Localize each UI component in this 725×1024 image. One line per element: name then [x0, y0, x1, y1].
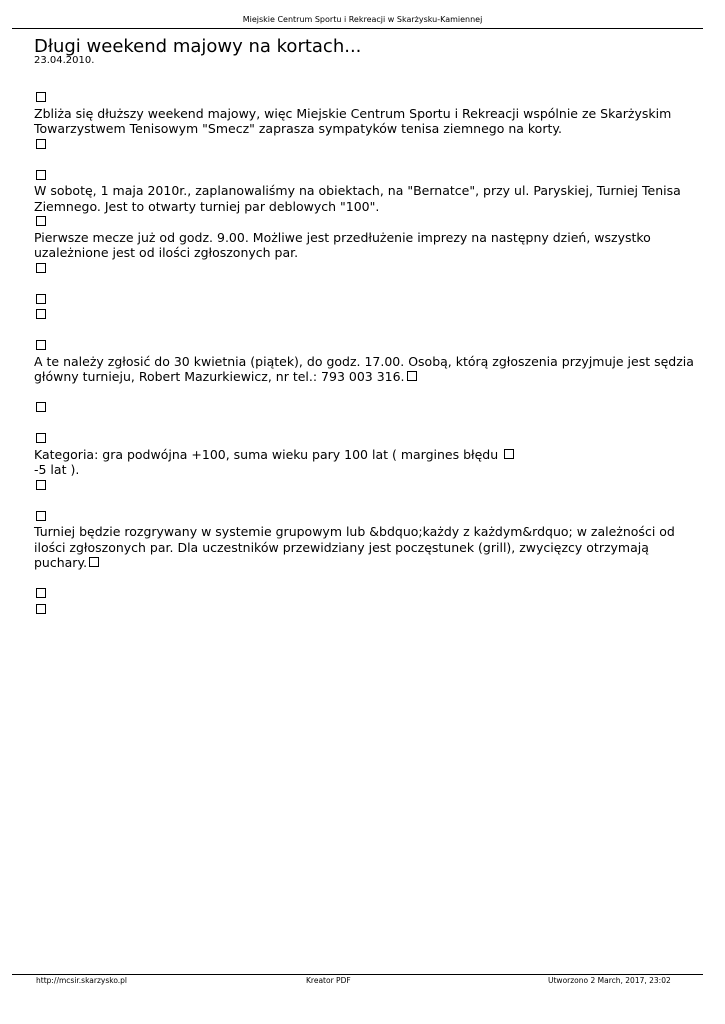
missing-glyph-icon — [36, 139, 46, 149]
paragraph-intro: Zbliża się dłuższy weekend majowy, więc Miejskie Centrum Sportu i Rekreacji wspólnie ze Skarżyskim Towarzystwem Tenisowym "Smecz" zaprasza sympatyków tenisa ziemnego na korty. — [34, 105, 672, 136]
missing-glyph-icon — [504, 449, 514, 459]
missing-glyph-icon — [407, 371, 417, 381]
missing-glyph-icon — [89, 557, 99, 567]
missing-glyph-icon — [36, 402, 46, 412]
article-title: Długi weekend majowy na kortach... — [34, 36, 362, 57]
footer-generator: Kreator PDF — [306, 976, 351, 985]
registration-text: A te należy zgłosić do 30 kwietnia (piątek), do godz. 17.00. Osobą, którą zgłoszenia przyjmuje jest sędzia główny turnieju, Robert Mazurkiewicz, nr tel.: 793 003 316. — [34, 353, 694, 384]
missing-glyph-icon — [36, 604, 46, 614]
footer-divider — [12, 974, 703, 975]
missing-glyph-icon — [36, 309, 46, 319]
missing-glyph-icon — [36, 294, 46, 304]
missing-glyph-icon — [36, 216, 46, 226]
missing-glyph-icon — [36, 480, 46, 490]
missing-glyph-icon — [36, 588, 46, 598]
site-header: Miejskie Centrum Sportu i Rekreacji w Skarżysku-Kamiennej — [242, 15, 483, 24]
article-date: 23.04.2010. — [34, 55, 95, 66]
missing-glyph-icon — [36, 340, 46, 350]
missing-glyph-icon — [36, 170, 46, 180]
missing-glyph-icon — [36, 433, 46, 443]
paragraph-registration — [34, 354, 694, 385]
missing-glyph-icon — [36, 263, 46, 273]
format-text: Turniej będzie rozgrywany w systemie grupowym lub &bdquo;każdy z każdym&rdquo; w zależności od ilości zgłoszonych par. Dla uczestników przewidziany jest poczęstunek (grill), zwycięzcy otrzymają puchary. — [34, 524, 675, 570]
footer-url: http://mcsir.skarzysko.pl — [36, 976, 128, 985]
missing-glyph-icon — [36, 92, 46, 102]
footer-created: Utworzono 2 March, 2017, 23:02 — [548, 976, 671, 985]
paragraph-tournament: W sobotę, 1 maja 2010r., zaplanowaliśmy na obiektach, na "Bernatce", przy ul. Paryskiej, Turniej Tenisa Ziemnego. Jest to otwarty turniej par deblowych "100". — [34, 183, 681, 214]
article-body — [34, 90, 694, 617]
category-text: Kategoria: gra podwójna +100, suma wieku pary 100 lat ( margines błędu — [34, 446, 499, 462]
paragraph-schedule: Pierwsze mecze już od godz. 9.00. Możliwe jest przedłużenie imprezy na następny dzień, wszystko uzależnione jest od ilości zgłoszonych par. — [34, 229, 651, 260]
category-margin: -5 lat ). — [34, 462, 80, 477]
missing-glyph-icon — [36, 511, 46, 521]
paragraph-category — [34, 447, 694, 463]
paragraph-format — [34, 524, 694, 571]
header-divider — [12, 28, 703, 29]
